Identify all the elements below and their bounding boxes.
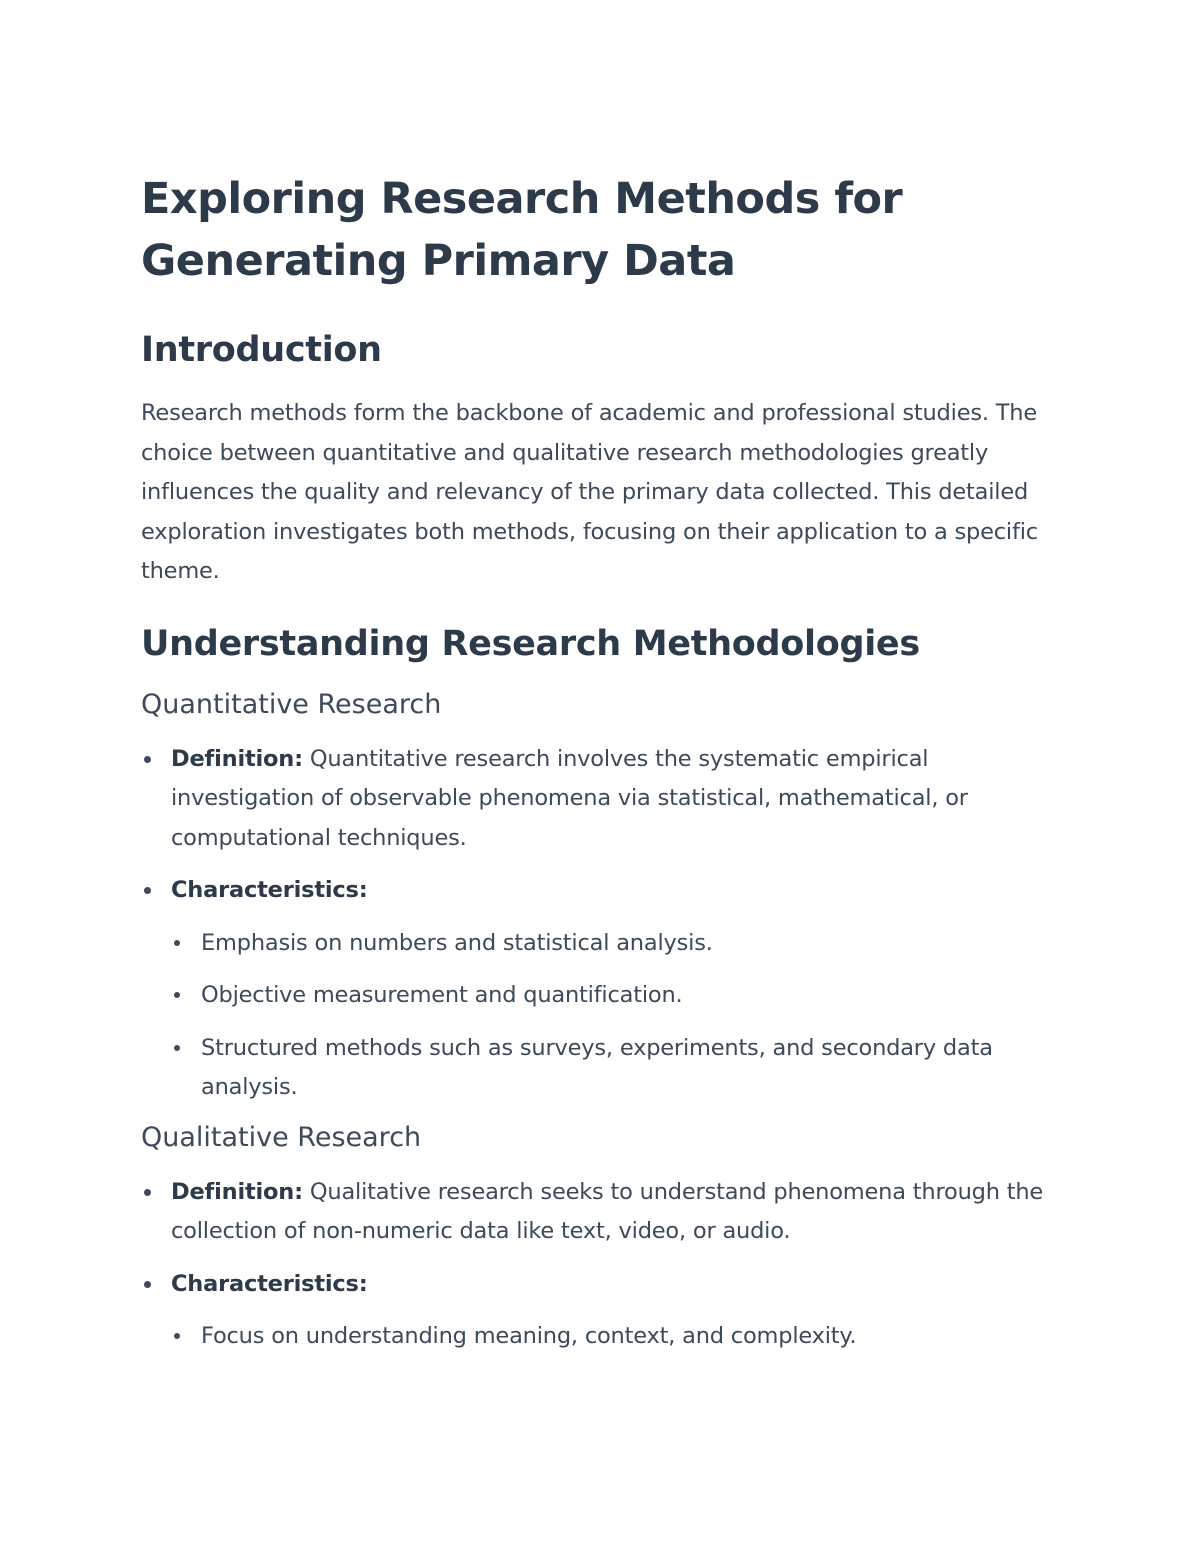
- methodologies-heading: Understanding Research Methodologies: [141, 623, 920, 664]
- list-item: Focus on understanding meaning, context, and complexity.: [171, 1317, 1061, 1357]
- quantitative-characteristics-item: [141, 871, 1061, 1108]
- document-title: Exploring Research Methods for Generating Primary Data: [141, 174, 903, 286]
- qualitative-list: [141, 1173, 1061, 1357]
- quantitative-list: [141, 740, 1061, 1108]
- quantitative-definition-item: [141, 740, 1061, 859]
- list-item: Structured methods such as surveys, experiments, and secondary data analysis.: [171, 1029, 1061, 1108]
- definition-term: Definition:: [171, 1178, 303, 1205]
- definition-term: Definition:: [171, 745, 303, 772]
- qualitative-characteristics-list: [171, 1317, 1061, 1357]
- list-item: Objective measurement and quantification.: [171, 976, 1061, 1016]
- quantitative-characteristics-list: [171, 924, 1061, 1108]
- characteristics-term: Characteristics:: [171, 877, 368, 903]
- definition-text: Quantitative research involves the systematic empirical investigation of observable phenomena via statistical, mathematical, or computational techniques.: [171, 745, 968, 851]
- qualitative-definition-item: [141, 1173, 1061, 1252]
- quantitative-heading: Quantitative Research: [141, 688, 442, 720]
- introduction-heading: Introduction: [141, 330, 382, 370]
- document-content: [141, 168, 1061, 1370]
- list-item: Emphasis on numbers and statistical analysis.: [171, 924, 1061, 964]
- characteristics-term: Characteristics:: [171, 1270, 368, 1297]
- qualitative-heading: Qualitative Research: [141, 1121, 422, 1153]
- qualitative-characteristics-item: [141, 1265, 1061, 1357]
- definition-text: Qualitative research seeks to understand phenomena through the collection of non-numeric data like text, video, or audio.: [171, 1178, 1044, 1244]
- introduction-paragraph: Research methods form the backbone of academic and professional studies. The choice between quantitative and qualitative research methodologies greatly influences the quality and relevancy of the primary data collected. This detailed exploration investigates both methods, focusing on their application to a specific theme.: [141, 400, 1038, 584]
